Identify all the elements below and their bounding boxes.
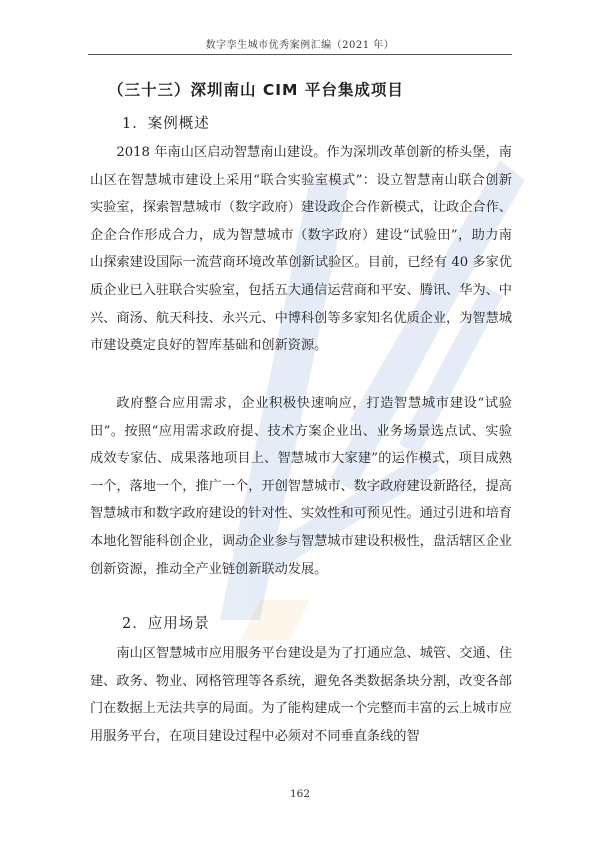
paragraph: 2018 年南山区启动智慧南山建设。作为深圳改革创新的桥头堡，南山区在智慧城市建设上采用“联合实验室模式”：设立智慧南山联合创新实验室，探索智慧城市（数字政府）建设政企合作新模式，让政企合作、企企合作形成合力，成为智慧城市（数字政府）建设“试验田”，助力南山探索建设国际一流营商环境改革创新试验区。目前，已经有 40 多家优质企业已入驻联合实验室，包括五大通信运营商和平安、腾讯、华为、中兴、商汤、航天科技、永兴元、中博科创等多家知名优质企业，为智慧城市建设奠定良好的智库基础和创新资源。 [90, 145, 512, 354]
paragraph: 南山区智慧城市应用服务平台建设是为了打通应急、城管、交通、住建、政务、物业、网格管理等各系统，避免各类数据条块分割，改变各部门在数据上无法共享的局面。为了能构建成一个完整而丰富的云上城市应用服务平台，在项目建设过程中必须对不同垂直条线的智 [90, 646, 513, 744]
article-title: （三十三）深圳南山 CIM 平台集成项目 [108, 81, 404, 99]
section-heading-scenarios: 2．应用场景 [122, 616, 210, 632]
page-number: 162 [289, 788, 311, 800]
running-header: 数字孪生城市优秀案例汇编（2021 年） [205, 40, 395, 51]
section-overview-body [90, 139, 512, 360]
section-heading-overview: 1．案例概述 [122, 116, 210, 132]
paragraph: 政府整合应用需求，企业积极快速响应，打造智慧城市建设“试验田”。按照“应用需求政府提、技术方案企业出、业务场景选点试、实验成效专家估、成果落地项目上、智慧城市大家建”的运作模式，项目成熟一个，落地一个，推广一个，开创智慧城市、数字政府建设新路径，提高智慧城市和数字政府建设的针对性、实效性和可预见性。通过引进和培育本地化智能科创企业，调动企业参与智慧城市建设积极性，盘活辖区企业创新资源，推动全产业链创新联动发展。 [90, 396, 512, 577]
header-divider [88, 54, 512, 55]
section-scenarios-body [90, 640, 512, 750]
section-overview-body-2 [90, 390, 512, 583]
